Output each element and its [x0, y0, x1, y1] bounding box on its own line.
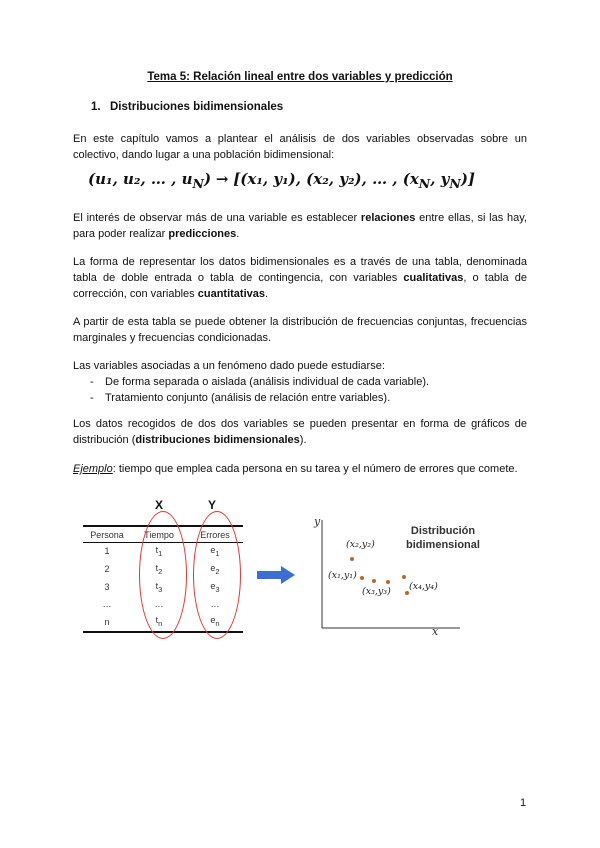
errores-column-ellipse [193, 511, 241, 639]
table-row: … … … [102, 599, 220, 610]
point-label-3: (x₃,y₃) [362, 586, 391, 597]
list-item: - Tratamiento conjunto (análisis de relación entre variables). [88, 390, 528, 406]
paragraph-intro: En este capítulo vamos a plantear el análisis de dos variables observadas sobre un colectivo, dando lugar a una población bidimensional: [73, 133, 527, 161]
table-row: 1 $t_1$ $e_1$ [104, 545, 220, 558]
list-item: - De forma separada o aislada (análisis individual de cada variable). [88, 374, 528, 390]
x-axis-label: x [432, 625, 439, 638]
right-arrow-icon [257, 566, 295, 584]
page-title: Tema 5: Relación lineal entre dos variables y predicción [147, 71, 453, 83]
example-line: Ejemplo: tiempo que emplea cada persona en su tarea y el número de errores que comete. [73, 463, 518, 475]
paragraph-frequencies: A partir de esta tabla se puede obtener la distribución de frecuencias conjuntas, frecuencias marginales y frecuencias condicionadas. [73, 316, 527, 344]
table-header: Errores [187, 526, 243, 543]
scatter-title: Distribución bidimensional [406, 525, 480, 551]
data-point [402, 575, 406, 579]
section-title: Distribuciones bidimensionales [110, 101, 284, 113]
data-point [360, 576, 364, 580]
section-number: 1. [91, 101, 101, 113]
formula-arrow: → [215, 170, 229, 188]
paragraph-interest: El interés de observar más de una variable es establecer relaciones entre ellas, si las hay, para poder realizar predicciones. [73, 212, 527, 240]
section-heading [91, 101, 283, 113]
paragraph-table-forms: La forma de representar los datos bidimensionales es a través de una tabla, denominada tabla de doble entrada o tabla de contingencia, con variables cualitativas, o tabla de corrección, con variables cuantitativas. [73, 256, 527, 300]
point-label-1: (x₁,y₁) [328, 570, 357, 581]
formula [88, 170, 475, 191]
point-label-4: (x₄,y₄) [409, 581, 438, 592]
data-point [350, 557, 354, 561]
table-header: Tiempo [131, 526, 187, 543]
example-label: Ejemplo [73, 463, 113, 475]
table-row: 3 $t_3$ $e_3$ [104, 580, 220, 594]
column-x-label: X [155, 498, 164, 512]
paragraph-variables: Las variables asociadas a un fenómeno dado puede estudiarse: [73, 360, 385, 372]
column-y-label: Y [208, 498, 217, 512]
table-row: n $t_n$ $e_n$ [83, 613, 243, 632]
y-axis-label: y [314, 515, 321, 528]
paragraph-graphs: Los datos recogidos de dos dos variables se pueden presentar en forma de gráficos de distribución (distribuciones bidimensionales). [73, 418, 527, 446]
data-table-figure [83, 498, 243, 638]
point-label-2: (x₂,y₂) [346, 539, 375, 550]
scatter-figure [310, 515, 480, 640]
data-point [386, 580, 390, 584]
page-number: 1 [520, 797, 527, 809]
table-row: 2 $t_2$ $e_2$ [104, 562, 220, 576]
tiempo-column-ellipse [139, 511, 187, 639]
data-point [372, 579, 376, 583]
formula-right: [(x₁, y₁), (x₂, y₂), … , ($x_N$, $y_N$)] [233, 170, 476, 191]
table-header: Persona [83, 526, 131, 543]
formula-left: (u₁, u₂, … , $u_N$) [88, 170, 212, 191]
variables-list [88, 374, 528, 406]
